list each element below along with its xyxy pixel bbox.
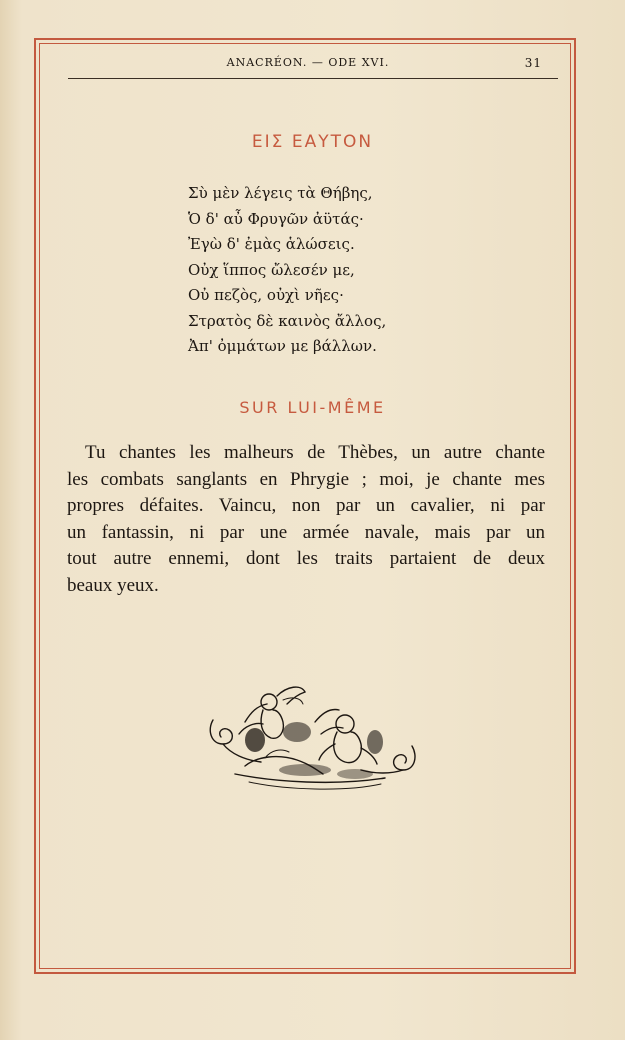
prose-line: propres défaites. Vaincu, non par un cavalier, ni par bbox=[67, 495, 545, 516]
french-translation-paragraph bbox=[67, 440, 545, 599]
page-number: 31 bbox=[524, 56, 542, 70]
prose-line: un fantassin, ni par une armée navale, mais par un bbox=[67, 521, 545, 543]
header-rule bbox=[68, 78, 558, 79]
greek-verse-line: Οὐχ ἵππος ὤλεσέν με, bbox=[188, 260, 355, 279]
greek-verse bbox=[188, 181, 386, 360]
greek-verse-line: Σὺ μὲν λέγεις τὰ Θήβης, bbox=[188, 184, 373, 202]
running-head-title: ANACRÉON. — ODE XVI. bbox=[226, 56, 390, 69]
prose-line: les combats sanglants en Phrygie ; moi, je chante mes bbox=[67, 468, 545, 490]
prose-line: beaux yeux. bbox=[67, 574, 159, 596]
greek-ode-title: ΕΙΣ ΕΑΥΤΟΝ bbox=[251, 132, 374, 152]
greek-verse-line: Ἐγὼ δ' ἐμὰς ἁλώσεις. bbox=[188, 235, 355, 253]
prose-line: tout autre ennemi, dont les traits partaient de deux bbox=[67, 548, 545, 569]
prose-line: Tu chantes les malheurs de Thèbes, un autre chante bbox=[85, 442, 545, 463]
greek-verse-line: Στρατὸς δὲ καινὸς ἄλλος, bbox=[188, 311, 387, 330]
french-translation-title: SUR LUI-MÊME bbox=[239, 398, 386, 417]
cherub-vignette-illustration bbox=[205, 682, 420, 797]
greek-verse-line: Ἀπ' ὀμμάτων με βάλλων. bbox=[188, 337, 377, 355]
running-head bbox=[68, 54, 548, 74]
greek-verse-line: Οὐ πεζὸς, οὐχὶ νῆες· bbox=[188, 286, 344, 304]
greek-verse-line: Ὁ δ' αὖ Φρυγῶν ἀϋτάς· bbox=[188, 209, 364, 228]
